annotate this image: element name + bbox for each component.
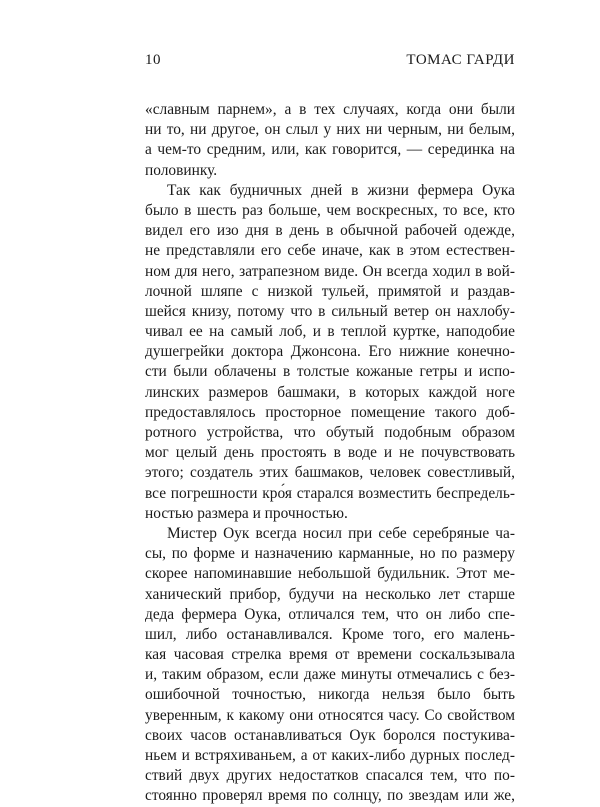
text-line: предоставлялось просторное помещение такого доб- — [145, 403, 515, 421]
text-line: ханический прибор, будучи на несколько лет старше — [145, 585, 515, 603]
text-line: скорее напоминавшие небольшой будильник. Этот ме- — [145, 565, 515, 583]
text-line: видел его изо дня в день в обычной рабочей одежде, — [145, 222, 515, 240]
text-line: кая часовая стрелка время от времени соскальзывала — [145, 646, 515, 664]
paragraph — [145, 524, 515, 807]
text-line: ни то, ни другое, он слыл у них ни черным, ни белым, — [145, 121, 515, 139]
text-line: сы, по форме и назначению карманные, но по размеру — [145, 545, 515, 563]
text-line: лочной шляпе с низкой тульей, примятой и раздав- — [145, 282, 515, 300]
text-line: чивал ее на самый лоб, и в теплой куртке, наподобие — [145, 323, 515, 341]
text-line: Мистер Оук всегда носил при себе серебряные ча- — [167, 524, 515, 542]
text-line: душегрейки доктора Джонсона. Его нижние конечно- — [145, 343, 515, 361]
paragraph — [145, 100, 515, 181]
text-line: «славным парнем», а в тех случаях, когда они были — [145, 101, 515, 118]
text-line: ньем и встряхиваньем, а от каких-либо дурных послед- — [145, 747, 515, 764]
text-line: этого; создатель этих башмаков, человек совестливый, — [145, 464, 515, 482]
text-line: линских размеров башмаки, в которых каждой ноге — [145, 383, 515, 401]
text-line: шил, либо останавливался. Кроме того, его малень- — [145, 625, 515, 643]
text-line: шейся книзу, потому что в сильный ветер он нахлобу- — [145, 302, 515, 320]
text-line: ном для него, затрапезном виде. Он всегда ходил в вой- — [145, 262, 515, 280]
text-line: ностью размера и прочностью. — [145, 504, 348, 522]
text-line: не представляли его себе иначе, как в этом естествен- — [145, 242, 515, 260]
running-title: ТОМАС ГАРДИ — [406, 52, 515, 68]
text-line: мог целый день простоять в воде и не почувствовать — [145, 444, 515, 462]
running-head — [145, 52, 515, 72]
text-line: сти были облачены в толстые кожаные гетры и испо- — [145, 363, 515, 381]
body-text — [145, 100, 515, 807]
text-line: ствий двух других недостатков спасался тем, что по- — [145, 767, 515, 785]
text-line: было в шесть раз больше, чем воскресных, то все, кто — [145, 201, 515, 219]
text-line: деда фермера Оука, отличался тем, что он либо спе- — [145, 605, 515, 623]
text-line: все погрешности кро́я старался возместить беспредель- — [145, 484, 515, 502]
text-line: уверенным, к какому они относятся часу. Со свойством — [145, 706, 515, 724]
text-line: Так как будничных дней в жизни фермера Оука — [167, 181, 515, 199]
text-line: ротного устройства, что обутый подобным образом — [145, 424, 515, 441]
text-line: стоянно проверял время по солнцу, по звездам или же, — [145, 787, 515, 805]
text-line: а чем-то средним, или, как говорится, — серединка на — [145, 141, 515, 159]
page-number: 10 — [145, 52, 161, 68]
paragraph — [145, 181, 515, 524]
text-line: своих часов останавливаться Оук боролся постукива- — [145, 726, 515, 744]
text-line: ошибочной точностью, никогда нельзя было быть — [145, 686, 515, 704]
text-line: половинку. — [145, 161, 218, 179]
text-line: и, таким образом, если даже минуты отмечались с без- — [145, 666, 515, 684]
